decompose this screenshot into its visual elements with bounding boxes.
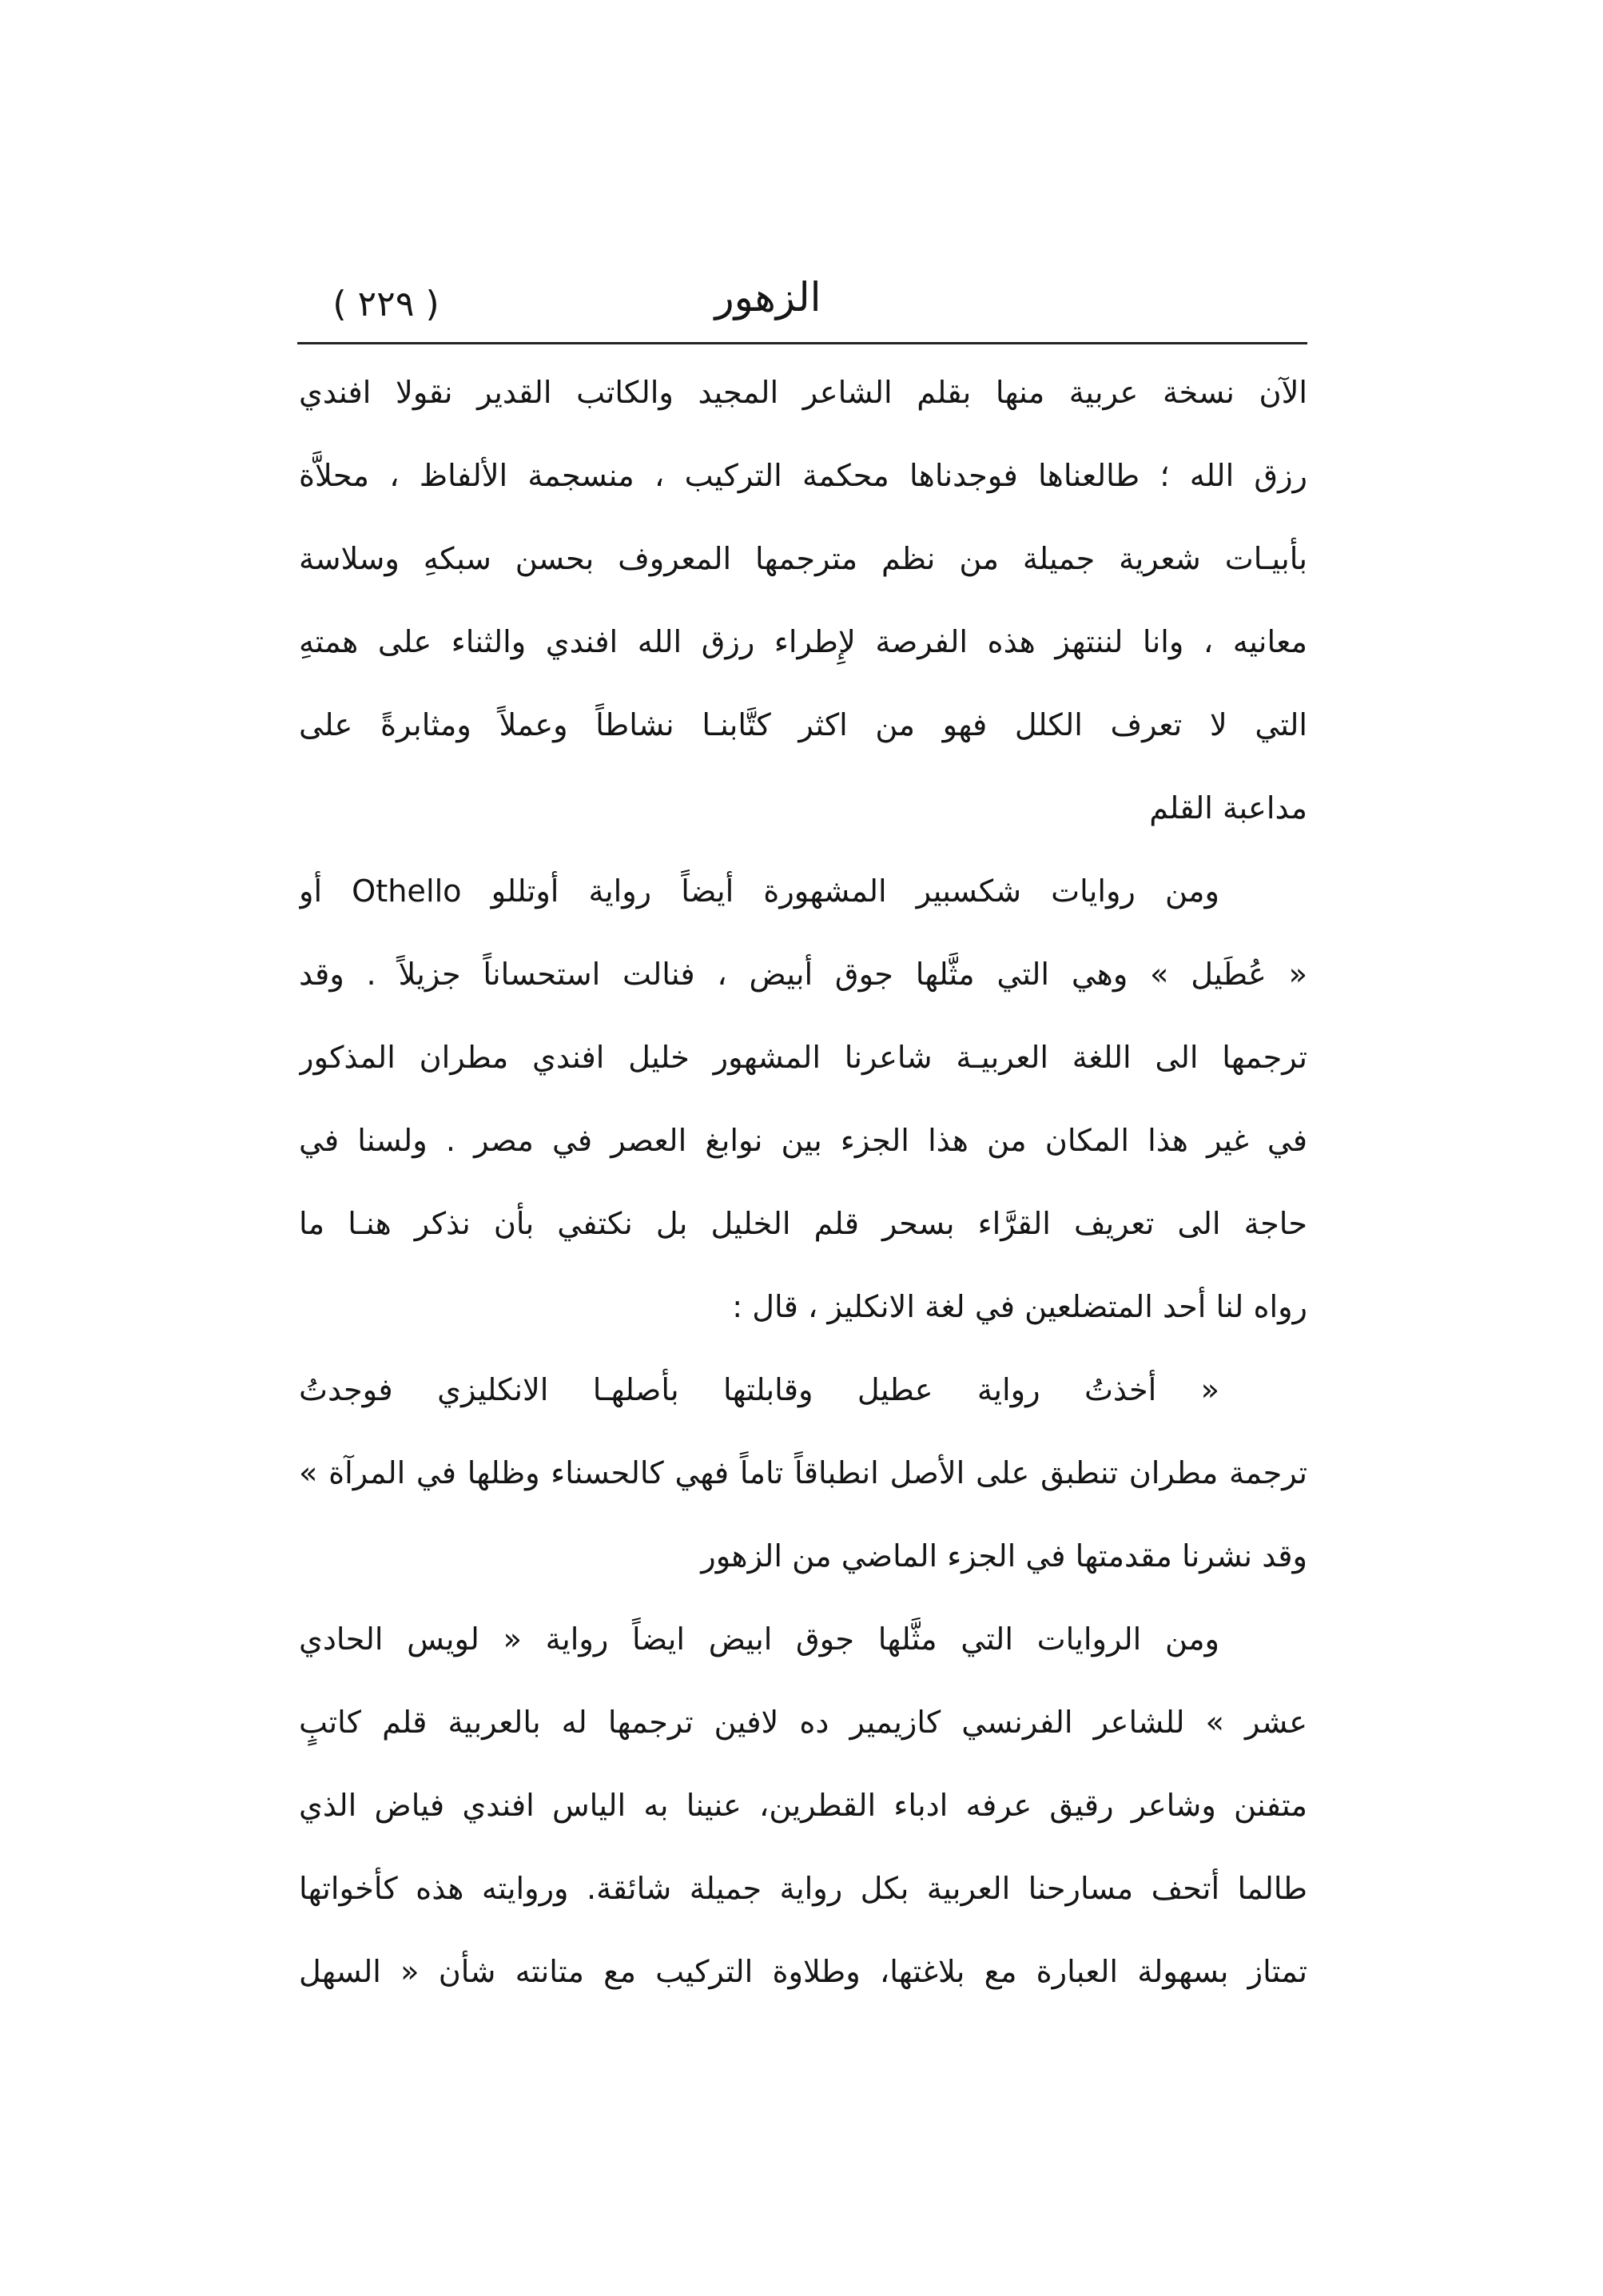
text-line (299, 767, 1307, 850)
text-line (299, 352, 1307, 435)
paragraph (299, 1515, 1307, 1598)
text-line (299, 1266, 1307, 1349)
text-line (299, 601, 1307, 684)
text-line (299, 518, 1307, 601)
text-line (299, 850, 1307, 933)
header-rule (297, 342, 1307, 344)
line-text: تمتاز بسهولة العبارة مع بلاغتها، وطلاوة التركيب مع متانته شأن « السهل (299, 1955, 1307, 1990)
line-text: طالما أتحف مسارحنا العربية بكل رواية جميلة شائقة. وروايته هذه كأخواتها (299, 1872, 1307, 1907)
text-line (299, 1349, 1307, 1432)
quotation-paragraph (299, 1349, 1307, 1515)
running-title: الزهور (714, 274, 821, 320)
line-text: حاجة الى تعريف القرَّاء بسحر قلم الخليل بل نكتفي بأن نذكر هنـا ما (299, 1207, 1307, 1242)
paragraph (299, 850, 1307, 1349)
line-text: وقد نشرنا مقدمتها في الجزء الماضي من الزهور (701, 1539, 1307, 1574)
line-text: رزق الله ؛ طالعناها فوجدناها محكمة التركيب ، منسجمة الألفاظ ، محلاَّة (299, 459, 1307, 494)
line-text: بأبيـات شعرية جميلة من نظم مترجمها المعروف بحسن سبكهِ وسلاسة (299, 542, 1307, 577)
line-text: الآن نسخة عربية منها بقلم الشاعر المجيد والكاتب القدير نقولا افندي (299, 376, 1307, 411)
line-text: عشر » للشاعر الفرنسي كازيمير ده لافين ترجمها له بالعربية قلم كاتبٍ (299, 1705, 1307, 1741)
text-line (299, 1848, 1307, 1931)
line-text: معانيه ، وانا لننتهز هذه الفرصة لإِطراء رزق الله افندي والثناء على همتهِ (299, 625, 1307, 660)
text-line (299, 1515, 1307, 1598)
text-line (299, 1100, 1307, 1183)
text-line (299, 933, 1307, 1017)
line-text: ومن الروايات التي مثَّلها جوق ابيض ايضاً رواية « لويس الحادي (299, 1622, 1219, 1657)
text-line (299, 1681, 1307, 1765)
body-text (299, 352, 1307, 2014)
text-line (299, 1931, 1307, 2014)
paragraph (299, 352, 1307, 850)
line-text: في غير هذا المكان من هذا الجزء بين نوابغ العصر في مصر . ولسنا في (299, 1124, 1307, 1159)
text-line (299, 1017, 1307, 1100)
line-text: رواه لنا أحد المتضلعين في لغة الانكليز ، قال : (732, 1290, 1307, 1325)
text-line (299, 1765, 1307, 1848)
line-text: « أخذتُ رواية عطيل وقابلتها بأصلهـا الانكليزي فوجدتُ (299, 1373, 1219, 1408)
line-text: متفنن وشاعر رقيق عرفه ادباء القطرين، عنينا به الياس افندي فياض الذي (299, 1789, 1307, 1824)
text-line (299, 435, 1307, 518)
paragraph (299, 1598, 1307, 2014)
text-line (299, 1598, 1307, 1681)
text-line (299, 1432, 1307, 1515)
line-text: ومن روايات شكسبير المشهورة أيضاً رواية أوتللو Othello أو (299, 874, 1219, 909)
line-text: مداعبة القلم (1149, 791, 1307, 826)
line-text: التي لا تعرف الكلل فهو من اكثر كتَّابنـا نشاطاً وعملاً ومثابرةً على (299, 708, 1307, 743)
text-line (299, 684, 1307, 767)
text-line (299, 1183, 1307, 1266)
line-text: ترجمة مطران تنطبق على الأصل انطباقاً تاماً فهي كالحسناء وظلها في المرآة » (299, 1456, 1307, 1491)
line-text: « عُطَيل » وهي التي مثَّلها جوق أبيض ، فنالت استحساناً جزيلاً . وقد (299, 957, 1307, 993)
page-number: ( ٢٢٩ ) (332, 284, 440, 324)
line-text: ترجمها الى اللغة العربيـة شاعرنا المشهور خليل افندي مطران المذكور (299, 1041, 1307, 1076)
